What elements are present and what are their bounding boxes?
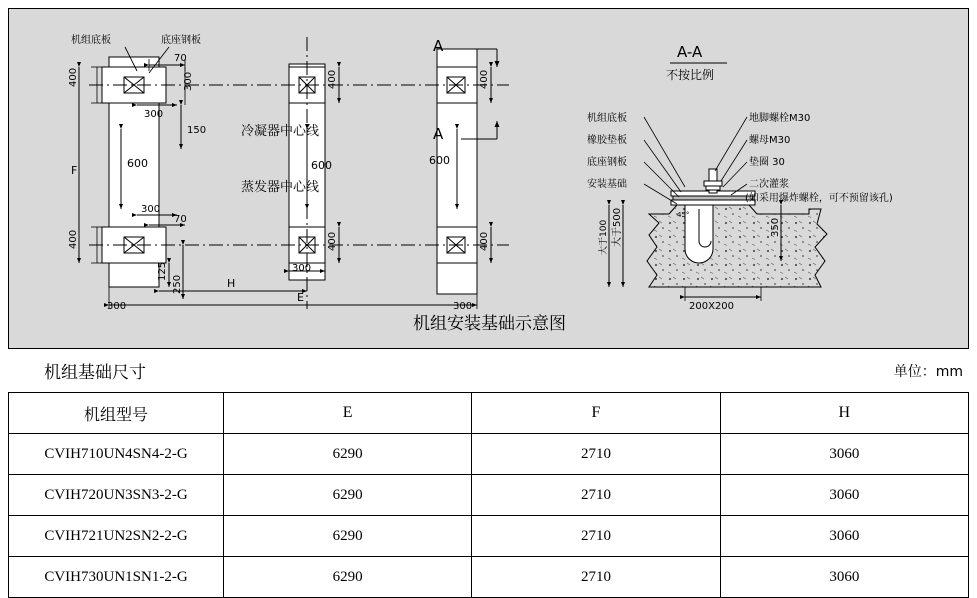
cell-e: 6290 [224, 475, 472, 516]
dim-300-bottom-mid: 300 [292, 263, 312, 274]
col-header-model: 机组型号 [9, 393, 224, 434]
dim-400-top-left: 400 [68, 67, 79, 87]
cell-h: 3060 [720, 557, 968, 598]
dim-600-left: 600 [127, 157, 148, 170]
cell-f: 2710 [472, 516, 720, 557]
dim-600-right: 600 [429, 154, 450, 167]
dim-45deg: 45° [677, 211, 690, 219]
dim-70-bottom: 70 [174, 214, 187, 225]
cell-h: 3060 [720, 434, 968, 475]
cell-f: 2710 [472, 434, 720, 475]
dim-300-bottom-far-right: 300 [453, 301, 473, 312]
label-washer: 垫圈 30 [749, 157, 785, 168]
label-explosion-bolt-note: (如采用爆炸螺栓，可不预留该孔) [745, 193, 893, 204]
table-header-row [9, 393, 969, 434]
label-base-plate: 机组底板 [71, 35, 111, 46]
dim-greater-100: 大于100 [599, 219, 609, 255]
label-anchor-bolt: 地脚螺栓M30 [749, 113, 811, 124]
dim-200x200: 200X200 [689, 301, 735, 312]
foundation-drawing-panel [8, 8, 969, 349]
dim-H: H [227, 277, 236, 290]
dim-250: 250 [172, 274, 183, 294]
cell-model: CVIH720UN3SN3-2-G [9, 475, 224, 516]
label-base-steel-plate: 底座钢板 [161, 35, 201, 46]
label-steel-base-plate: 底座钢板 [587, 157, 627, 168]
cell-e: 6290 [224, 434, 472, 475]
col-header-f: F [472, 393, 720, 434]
dim-F: F [71, 164, 78, 177]
table-caption: 机组基础尺寸 [44, 363, 146, 383]
dim-400-right-bottom: 400 [479, 231, 490, 251]
cell-h: 3060 [720, 475, 968, 516]
label-secondary-grout: 二次灌浆 [749, 179, 789, 190]
cell-model: CVIH710UN4SN4-2-G [9, 434, 224, 475]
unit-label: 单位：mm [893, 364, 963, 380]
dim-300-bottom-left: 300 [141, 204, 161, 215]
label-evaporator-centerline: 蒸发器中心线 [241, 180, 320, 195]
label-install-foundation: 安装基础 [587, 179, 627, 190]
dim-400-bottom-left: 400 [68, 229, 79, 249]
cell-model: CVIH730UN1SN1-2-G [9, 557, 224, 598]
section-title: A-A [677, 43, 703, 61]
dim-300-top-right: 300 [183, 71, 194, 91]
col-header-h: H [720, 393, 968, 434]
table-heading-row [8, 358, 969, 388]
dim-400-mid-top: 400 [327, 69, 338, 89]
cell-e: 6290 [224, 516, 472, 557]
dim-150: 150 [187, 125, 207, 136]
dim-350: 350 [770, 217, 781, 237]
dim-125: 125 [157, 261, 168, 281]
dimensions-table [8, 392, 969, 598]
cell-e: 6290 [224, 557, 472, 598]
label-unit-base-plate: 机组底板 [587, 113, 627, 124]
table-row [9, 557, 969, 598]
dim-400-right-top: 400 [479, 69, 490, 89]
foundation-drawing-svg [9, 9, 970, 350]
table-row [9, 516, 969, 557]
label-nut: 螺母M30 [749, 135, 791, 146]
dim-300-top-left: 300 [144, 109, 164, 120]
cell-f: 2710 [472, 557, 720, 598]
dim-400-mid-bottom: 400 [327, 231, 338, 251]
table-row [9, 475, 969, 516]
dim-300-bottom-far-left: 300 [107, 301, 127, 312]
drawing-title: 机组安装基础示意图 [413, 314, 566, 334]
section-subtitle: 不按比例 [666, 68, 715, 82]
section-mark-bottom: A [433, 125, 444, 143]
label-rubber-pad: 橡胶垫板 [587, 135, 627, 146]
dim-70-top: 70 [174, 53, 187, 64]
dim-E: E [297, 291, 304, 304]
cell-model: CVIH721UN2SN2-2-G [9, 516, 224, 557]
section-mark-top: A [433, 37, 444, 55]
label-condenser-centerline: 冷凝器中心线 [241, 124, 320, 139]
cell-f: 2710 [472, 475, 720, 516]
cell-h: 3060 [720, 516, 968, 557]
col-header-e: E [224, 393, 472, 434]
dim-greater-500: 大于500 [612, 207, 623, 247]
table-row [9, 434, 969, 475]
dim-600-mid: 600 [311, 159, 332, 172]
